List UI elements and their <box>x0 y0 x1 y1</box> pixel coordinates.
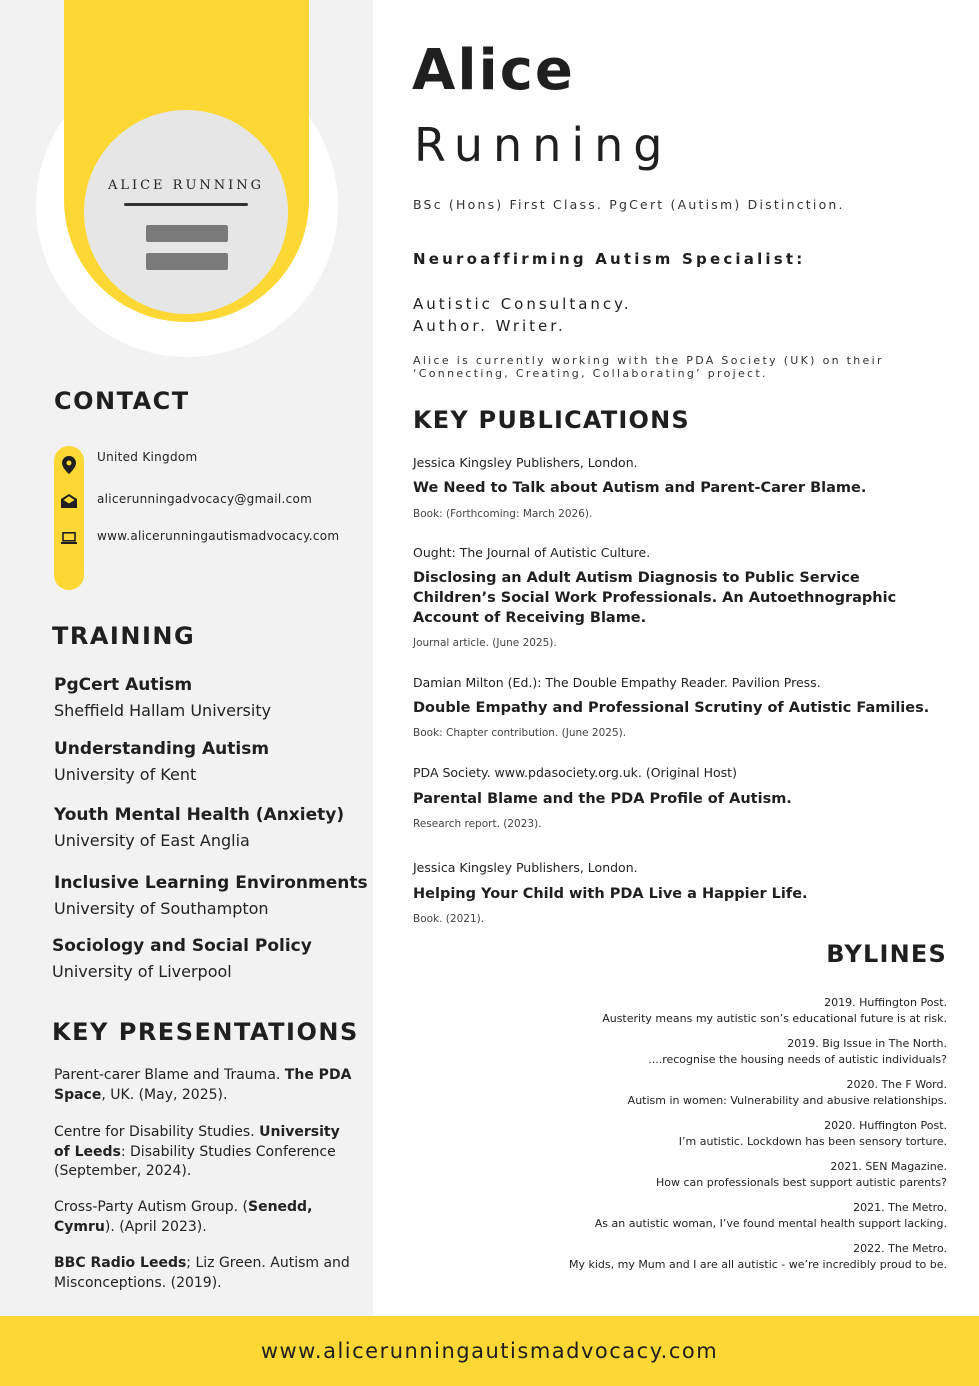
publication-title: Helping Your Child with PDA Live a Happier Life. <box>413 886 808 902</box>
qualifications: BSc (Hons) First Class. PgCert (Autism) Distinction. <box>413 197 845 212</box>
training-institution: University of Kent <box>54 765 197 784</box>
publication-source: Jessica Kingsley Publishers, London. <box>413 455 638 470</box>
training-title: Youth Mental Health (Anxiety) <box>54 805 345 825</box>
logo-badge <box>84 110 288 314</box>
publication-source: Damian Milton (Ed.): The Double Empathy Reader. Pavilion Press. <box>413 675 821 690</box>
service-line: Author. Writer. <box>413 317 566 335</box>
laptop-icon <box>60 529 78 547</box>
role-title: Neuroaffirming Autism Specialist: <box>413 250 806 268</box>
publication-source: PDA Society. www.pdasociety.org.uk. (Original Host) <box>413 765 737 780</box>
contact-location: United Kingdom <box>97 450 198 464</box>
training-institution: University of East Anglia <box>54 831 250 850</box>
training-institution: University of Southampton <box>54 899 269 918</box>
logo-bar-bottom <box>146 253 228 270</box>
byline-item: 2022. The Metro. My kids, my Mum and I are all autistic - we’re incredibly proud to be. <box>568 1242 947 1271</box>
contact-website[interactable]: www.alicerunningautismadvocacy.com <box>97 529 340 543</box>
bylines-heading: BYLINES <box>826 940 947 968</box>
training-title: Sociology and Social Policy <box>52 936 312 956</box>
byline-item: 2021. The Metro. As an autistic woman, I’ve found mental health support lacking. <box>594 1201 947 1230</box>
logo-text: ALICE RUNNING <box>107 178 265 193</box>
presentation-item: Centre for Disability Studies. University of Leeds: Disability Studies Conference (September, 2024). <box>54 1124 340 1179</box>
training-title: Understanding Autism <box>54 739 270 759</box>
byline-item: 2020. Huffington Post. I’m autistic. Lockdown has been sensory torture. <box>678 1119 947 1148</box>
byline-item: 2019. Big Issue in The North. ....recognise the housing needs of autistic individuals? <box>648 1037 947 1066</box>
name-first: Alice <box>412 38 575 103</box>
byline-item: 2019. Huffington Post. Austerity means my autistic son’s educational future is at risk. <box>602 996 947 1025</box>
logo-bar-top <box>146 225 228 242</box>
publication-title: We Need to Talk about Autism and Parent-Carer Blame. <box>413 480 867 496</box>
logo-underline <box>124 203 248 206</box>
publication-title: Double Empathy and Professional Scrutiny of Autistic Families. <box>413 700 930 716</box>
byline-item: 2020. The F Word. Autism in women: Vulnerability and abusive relationships. <box>627 1078 947 1107</box>
location-pin-icon <box>60 456 78 474</box>
contact-heading: CONTACT <box>54 387 190 415</box>
name-last: Running <box>414 118 673 172</box>
publication-note: Book. (2021). <box>413 913 485 925</box>
publication-title: Disclosing an Adult Autism Diagnosis to Public Service Children’s Social Work Professionals. An Autoethnographic Account of Receiving Blame. <box>413 570 897 626</box>
publication-source: Ought: The Journal of Autistic Culture. <box>413 545 651 560</box>
publication-note: Journal article. (June 2025). <box>413 637 557 649</box>
contact-email[interactable]: alicerunningadvocacy@gmail.com <box>97 492 313 506</box>
byline-item: 2021. SEN Magazine. How can professionals best support autistic parents? <box>655 1160 947 1189</box>
service-line: Autistic Consultancy. <box>413 295 632 313</box>
publication-note: Book: Chapter contribution. (June 2025). <box>413 727 627 739</box>
presentation-item: Cross-Party Autism Group. (Senedd, Cymru). (April 2023). <box>54 1199 313 1235</box>
training-title: Inclusive Learning Environments <box>54 873 368 893</box>
publications-heading: KEY PUBLICATIONS <box>413 406 690 434</box>
presentations-heading: KEY PRESENTATIONS <box>52 1018 359 1046</box>
training-heading: TRAINING <box>52 622 196 650</box>
training-institution: University of Liverpool <box>52 962 232 981</box>
footer-url[interactable]: www.alicerunningautismadvocacy.com <box>260 1339 719 1363</box>
presentation-item: BBC Radio Leeds; Liz Green. Autism and Misconceptions. (2019). <box>54 1255 350 1291</box>
envelope-icon <box>60 492 78 510</box>
current-work: Alice is currently working with the PDA Society (UK) on their ‘Connecting, Creating, Collaborating’ project. <box>413 354 884 380</box>
presentation-item: Parent-carer Blame and Trauma. The PDA Space, UK. (May, 2025). <box>54 1067 352 1103</box>
publication-note: Research report. (2023). <box>413 818 542 830</box>
publication-source: Jessica Kingsley Publishers, London. <box>413 860 638 875</box>
training-title: PgCert Autism <box>54 675 193 695</box>
publication-note: Book: (Forthcoming: March 2026). <box>413 508 593 520</box>
training-institution: Sheffield Hallam University <box>54 701 272 720</box>
publication-title: Parental Blame and the PDA Profile of Autism. <box>413 791 792 807</box>
